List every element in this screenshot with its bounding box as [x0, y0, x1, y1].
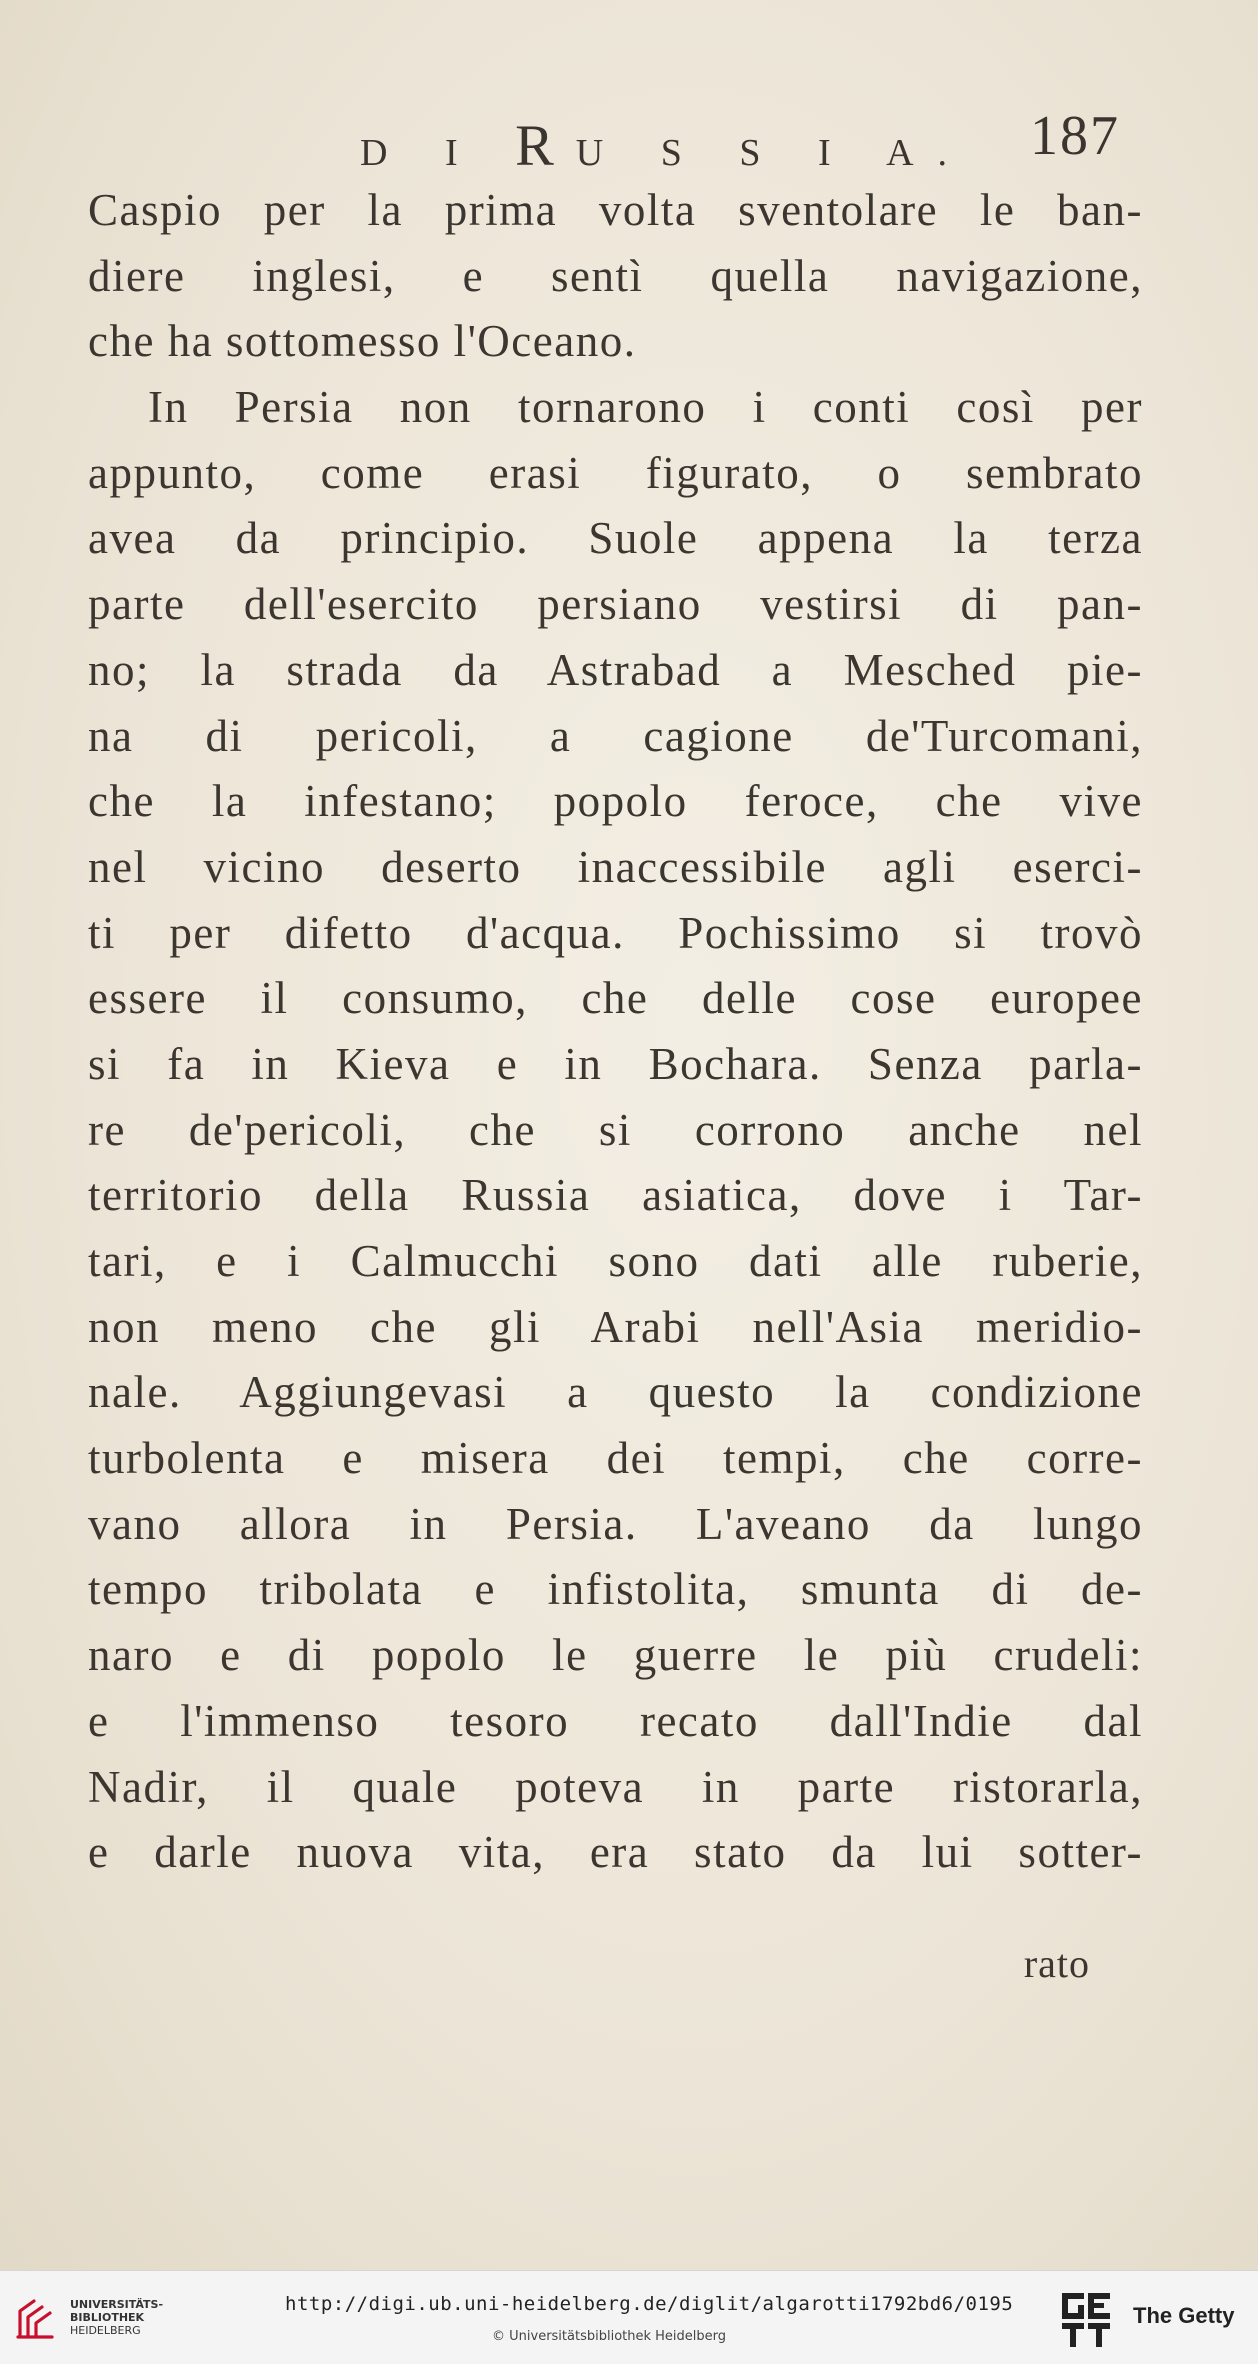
text-line: na di pericoli, a cagione de'Turcomani,: [88, 710, 1143, 761]
copyright-notice: © Universitätsbibliothek Heidelberg: [492, 2329, 727, 2344]
body-text: [88, 178, 1143, 1886]
text-line: In Persia non tornarono i conti così per: [148, 382, 1143, 433]
text-line: tari, e i Calmucchi sono dati alle ruberie,: [88, 1236, 1143, 1286]
text-line: tempo tribolata e infistolita, smunta di de-: [88, 1564, 1143, 1615]
running-title-rest: U S S I A.: [575, 132, 972, 174]
text-line: e l'immenso tesoro recato dall'Indie dal: [88, 1695, 1143, 1746]
text-line: e darle nuova vita, era stato da lui sotter-: [88, 1827, 1143, 1878]
text-line: re de'pericoli, che si corrono anche nel: [88, 1104, 1143, 1155]
text-line: parte dell'esercito persiano vestirsi di pan-: [88, 579, 1143, 630]
text-line: ti per difetto d'acqua. Pochissimo si trovò: [88, 907, 1143, 958]
page-header: [360, 104, 1120, 178]
text-line: si fa in Kieva e in Bochara. Senza parla-: [88, 1038, 1143, 1089]
library-name: [70, 2298, 163, 2337]
text-line: che la infestano; popolo feroce, che vive: [88, 776, 1143, 827]
text-line: turbolenta e misera dei tempi, che corre-: [88, 1433, 1143, 1484]
running-title-initial: R: [515, 113, 576, 178]
text-line: territorio della Russia asiatica, dove i Tar-: [88, 1170, 1143, 1221]
getty-logo-icon[interactable]: [1058, 2289, 1114, 2351]
library-name-line2: BIBLIOTHEK: [70, 2311, 145, 2324]
running-title-prefix: D I: [360, 132, 482, 174]
text-line: appunto, come erasi figurato, o sembrato: [88, 447, 1143, 498]
text-line: nale. Aggiungevasi a questo la condizione: [88, 1367, 1143, 1418]
text-line: vano allora in Persia. L'aveano da lungo: [88, 1498, 1143, 1549]
text-line: Caspio per la prima volta sventolare le ban-: [88, 185, 1143, 235]
catchword: rato: [1023, 1941, 1090, 1986]
text-line: non meno che gli Arabi nell'Asia meridio-: [88, 1301, 1143, 1352]
text-line: Nadir, il quale poteva in parte ristorarla,: [88, 1761, 1143, 1812]
footer-bar: [0, 2270, 1258, 2364]
text-line: no; la strada da Astrabad a Mesched pie-: [88, 644, 1143, 695]
permalink-url[interactable]: http://digi.ub.uni-heidelberg.de/diglit/algarotti1792bd6/0195: [285, 2293, 1014, 2315]
text-line: che ha sottomesso l'Oceano.: [88, 316, 637, 367]
library-name-line1: UNIVERSITÄTS-: [70, 2298, 164, 2311]
library-name-line3: HEIDELBERG: [70, 2324, 141, 2337]
partner-name[interactable]: The Getty: [1133, 2303, 1235, 2328]
text-line: essere il consumo, che delle cose europee: [88, 973, 1143, 1024]
page-number: 187: [1030, 105, 1120, 167]
text-line: avea da principio. Suole appena la terza: [88, 513, 1143, 564]
text-line: naro e di popolo le guerre le più crudeli:: [88, 1630, 1143, 1681]
text-line: diere inglesi, e sentì quella navigazione,: [88, 250, 1143, 301]
text-line: nel vicino deserto inaccessibile agli eserci-: [88, 841, 1143, 892]
university-library-logo-icon[interactable]: [12, 2295, 60, 2343]
running-title: [360, 112, 971, 179]
